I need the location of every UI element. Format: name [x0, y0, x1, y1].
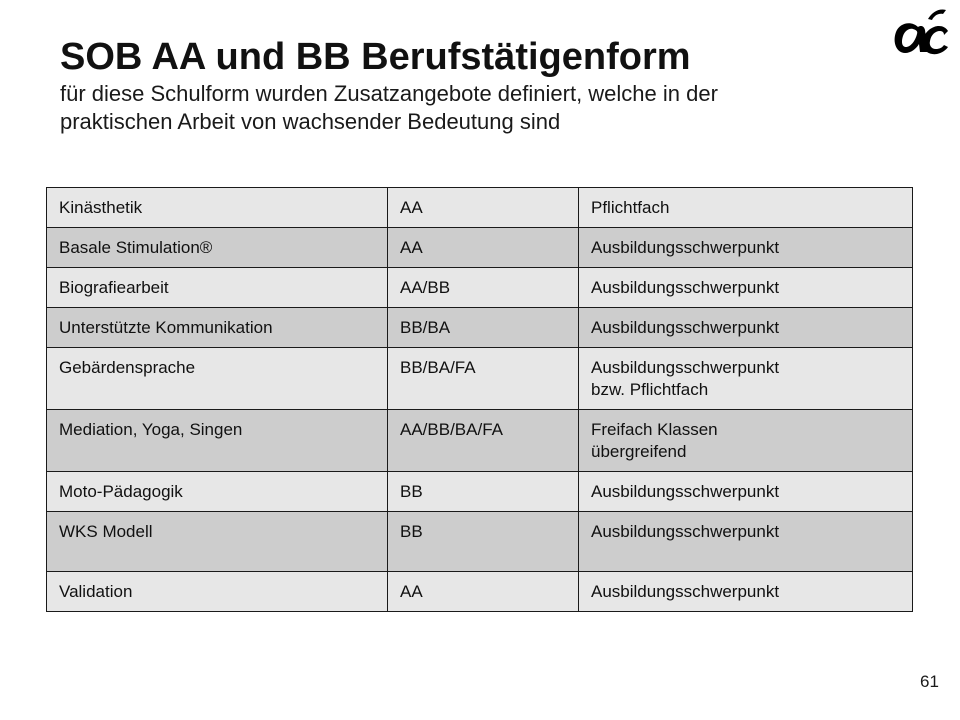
classes-cell: BB/BA/FA	[388, 348, 579, 410]
type-line: bzw. Pflichtfach	[591, 380, 709, 399]
table-row	[47, 572, 913, 612]
type-line: Ausbildungsschwerpunkt	[591, 522, 780, 541]
classes-cell: AA/BB/BA/FA	[388, 410, 579, 472]
type-cell	[579, 268, 913, 308]
slide-title: SOB AA und BB Berufstätigenform	[60, 36, 691, 78]
type-cell	[579, 308, 913, 348]
subject-cell: WKS Modell	[47, 512, 388, 572]
table-row	[47, 348, 913, 410]
subject-cell: Biografiearbeit	[47, 268, 388, 308]
type-line: Pflichtfach	[591, 198, 670, 217]
type-cell	[579, 472, 913, 512]
ac-ligature-logo-icon	[888, 2, 954, 66]
table-row	[47, 410, 913, 472]
classes-cell: AA/BB	[388, 268, 579, 308]
table-row	[47, 308, 913, 348]
type-cell	[579, 228, 913, 268]
subject-cell: Mediation, Yoga, Singen	[47, 410, 388, 472]
classes-cell: AA	[388, 572, 579, 612]
courses-table	[46, 187, 913, 612]
subject-cell: Validation	[47, 572, 388, 612]
subject-cell: Basale Stimulation®	[47, 228, 388, 268]
type-line: Ausbildungsschwerpunkt	[591, 482, 780, 501]
classes-cell: AA	[388, 228, 579, 268]
type-cell	[579, 188, 913, 228]
type-line: Ausbildungsschwerpunkt	[591, 278, 780, 297]
subtitle-line: für diese Schulform wurden Zusatzangebote definiert, welche in der	[60, 81, 718, 106]
subtitle-line: praktischen Arbeit von wachsender Bedeutung sind	[60, 109, 561, 134]
type-line: Ausbildungsschwerpunkt	[591, 582, 780, 601]
subject-cell: Kinästhetik	[47, 188, 388, 228]
classes-cell: BB	[388, 472, 579, 512]
table-row	[47, 472, 913, 512]
page-number: 61	[920, 672, 939, 691]
type-line: Ausbildungsschwerpunkt	[591, 358, 780, 377]
table-row	[47, 188, 913, 228]
type-cell	[579, 348, 913, 410]
table-row	[47, 268, 913, 308]
type-cell	[579, 512, 913, 572]
subject-cell: Moto-Pädagogik	[47, 472, 388, 512]
subject-cell: Unterstützte Kommunikation	[47, 308, 388, 348]
classes-cell: AA	[388, 188, 579, 228]
type-line: Ausbildungsschwerpunkt	[591, 318, 780, 337]
classes-cell: BB	[388, 512, 579, 572]
classes-cell: BB/BA	[388, 308, 579, 348]
type-line: Ausbildungsschwerpunkt	[591, 238, 780, 257]
type-line: Freifach Klassen	[591, 420, 718, 439]
subject-cell: Gebärdensprache	[47, 348, 388, 410]
type-cell	[579, 410, 913, 472]
table-row	[47, 512, 913, 572]
slide-subtitle	[60, 80, 880, 136]
table-row	[47, 228, 913, 268]
type-cell	[579, 572, 913, 612]
type-line: übergreifend	[591, 442, 687, 461]
